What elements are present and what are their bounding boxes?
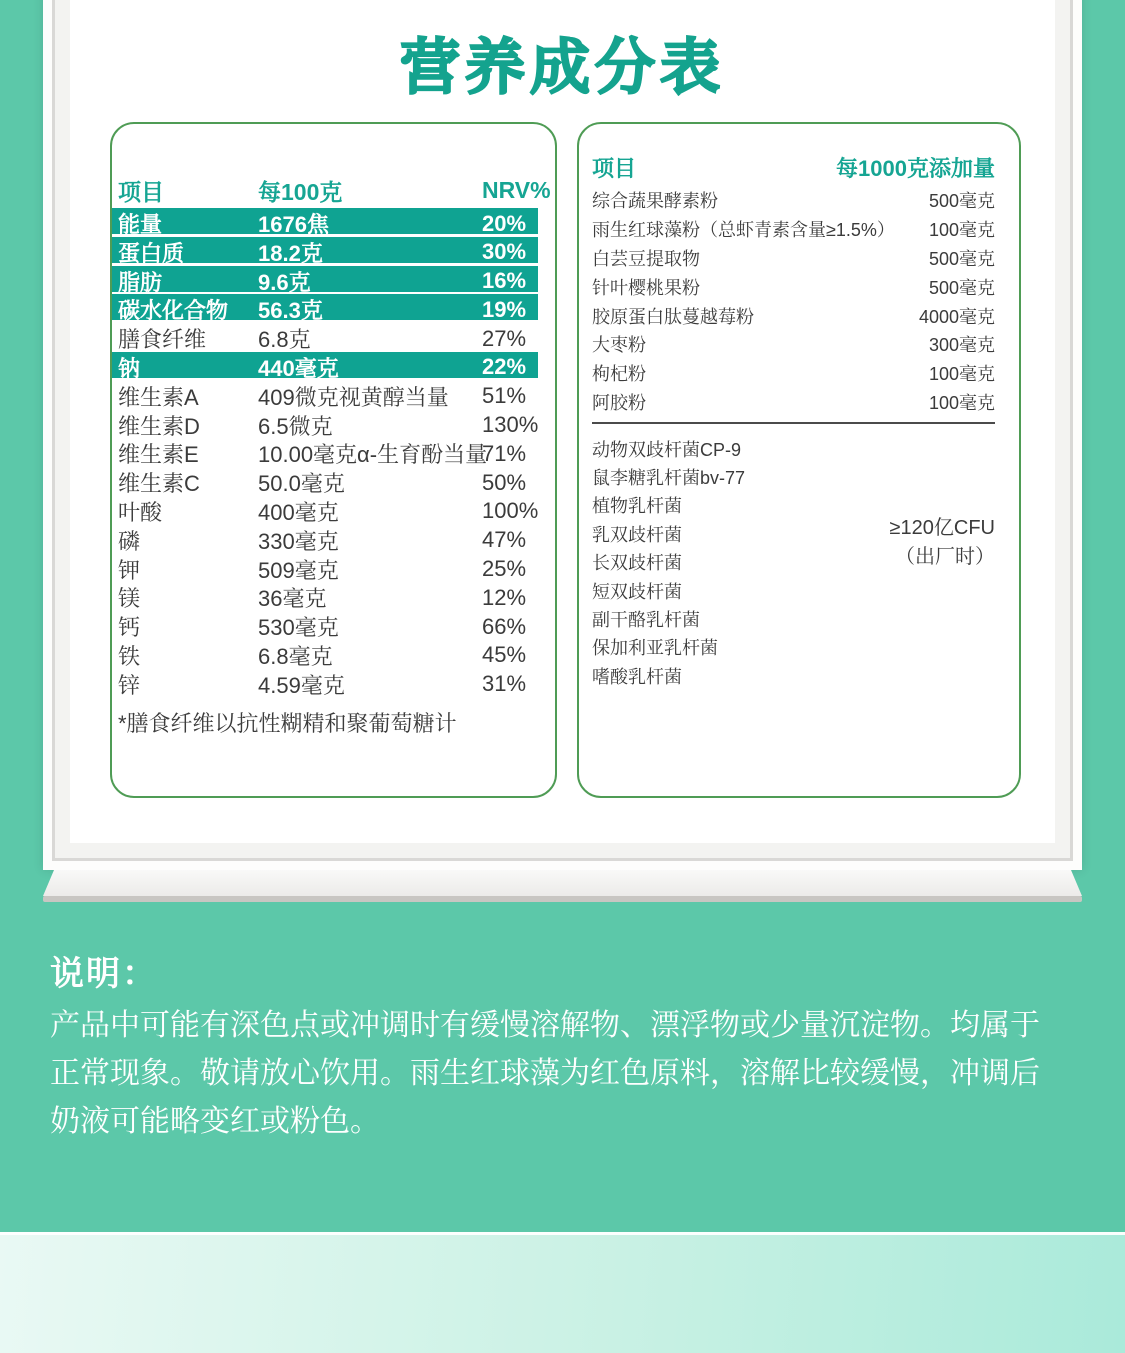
nutrient-name: 锌 xyxy=(118,672,141,698)
nutrient-value: 330毫克 xyxy=(258,528,339,554)
nutrient-value: 6.5微克 xyxy=(258,413,333,439)
nutrient-value: 409微克视黄醇当量 xyxy=(258,384,449,410)
nutrient-name: 钠 xyxy=(118,355,141,381)
additives-box xyxy=(577,122,1021,798)
nutrient-value: 509毫克 xyxy=(258,557,339,583)
nutrient-name: 蛋白质 xyxy=(118,240,185,266)
nutrient-row-calcium xyxy=(112,611,555,641)
nutrient-row-energy xyxy=(112,208,538,237)
nutrient-nrv: 27% xyxy=(482,325,527,351)
header-per-100g: 每100克 xyxy=(258,179,343,205)
nutrient-value: 6.8克 xyxy=(258,327,311,353)
additive-row xyxy=(592,359,995,388)
nutrient-nrv: 130% xyxy=(482,412,539,438)
nutrient-name: 铁 xyxy=(118,643,141,669)
additive-amount: 100毫克 xyxy=(928,392,995,413)
additive-name: 雨生红球藻粉（总虾青素含量≥1.5%） xyxy=(592,220,895,241)
nutrient-value: 530毫克 xyxy=(258,615,339,641)
nutrient-name: 镁 xyxy=(118,586,141,612)
footer-gradient xyxy=(0,1232,1125,1353)
notes-paragraph: 产品中可能有深色点或冲调时有缓慢溶解物、漂浮物或少量沉淀物。均属于正常现象。敬请放心饮用。雨生红球藻为红色原料，溶解比较缓慢，冲调后奶液可能略变红或粉色。 xyxy=(50,1009,1040,1138)
nutrient-value: 50.0毫克 xyxy=(258,471,345,497)
nutrient-name: 钙 xyxy=(118,615,141,641)
nutrient-nrv: 25% xyxy=(482,556,527,582)
nutrient-nrv: 31% xyxy=(482,671,527,697)
probiotic-row: 植物乳杆菌 xyxy=(592,496,682,517)
nutrient-name: 维生素E xyxy=(118,442,199,468)
nutrient-nrv: 100% xyxy=(482,498,539,524)
additive-name: 胶原蛋白肽蔓越莓粉 xyxy=(592,306,754,327)
nutrient-nrv: 30% xyxy=(482,239,527,265)
table-footnote: *膳食纤维以抗性糊精和聚葡萄糖计 xyxy=(118,710,457,736)
additive-row xyxy=(592,186,995,215)
nutrient-nrv: 12% xyxy=(482,584,527,610)
additive-name: 枸杞粉 xyxy=(592,364,646,385)
additive-row xyxy=(592,215,995,244)
additive-row xyxy=(592,330,995,359)
additive-amount: 300毫克 xyxy=(928,335,995,356)
nutrient-value: 6.8毫克 xyxy=(258,643,333,669)
nutrient-name: 磷 xyxy=(118,528,141,554)
header-item: 项目 xyxy=(592,155,637,181)
additive-row xyxy=(592,272,995,301)
nutrient-name: 维生素D xyxy=(118,413,200,439)
probiotic-row: 长双歧杆菌 xyxy=(592,553,682,574)
nutrient-row-carbohydrate xyxy=(112,294,538,324)
page-title: 营养成分表 xyxy=(400,34,725,101)
nutrient-row-potassium xyxy=(112,554,555,583)
probiotic-row: 副干酪乳杆菌 xyxy=(592,609,700,630)
probiotic-row: 乳双歧杆菌 xyxy=(592,524,682,545)
nutrient-nrv: 20% xyxy=(482,210,527,236)
additive-amount: 500毫克 xyxy=(928,277,995,298)
nutrient-name: 维生素C xyxy=(118,471,200,497)
additive-amount: 100毫克 xyxy=(928,220,995,241)
additive-amount: 500毫克 xyxy=(928,191,995,212)
probiotic-row: 鼠李糖乳杆菌bv-77 xyxy=(592,467,746,488)
probiotic-row: 动物双歧杆菌CP-9 xyxy=(592,439,742,460)
additive-row xyxy=(592,301,995,330)
probiotic-row: 短双歧杆菌 xyxy=(592,581,682,602)
nutrition-facts-box xyxy=(110,122,557,798)
nutrient-nrv: 66% xyxy=(482,613,527,639)
nutrient-value: 4.59毫克 xyxy=(258,672,345,698)
nutrient-value: 440毫克 xyxy=(258,355,339,381)
nutrient-row-vitamin-e xyxy=(112,438,555,468)
nutrient-value: 18.2克 xyxy=(258,240,323,266)
notes-heading: 说明： xyxy=(50,955,158,993)
nutrient-row-iron xyxy=(112,640,555,669)
additive-row xyxy=(592,244,995,273)
card-frame-edge xyxy=(43,896,1082,902)
nutrient-name: 膳食纤维 xyxy=(118,327,207,353)
nutrient-name: 钾 xyxy=(118,557,141,583)
additive-name: 综合蔬果酵素粉 xyxy=(592,191,718,212)
nutrient-value: 1676焦 xyxy=(258,212,329,237)
cfu-condition: （出厂时） xyxy=(895,545,995,568)
nutrient-row-vitamin-c xyxy=(112,467,555,497)
nutrient-value: 36毫克 xyxy=(258,586,327,612)
divider-line xyxy=(592,422,995,424)
nutrient-value: 10.00毫克α-生育酚当量 xyxy=(258,442,488,468)
nutrient-row-zinc xyxy=(112,669,555,698)
nutrient-nrv: 22% xyxy=(482,354,527,380)
nutrient-row-magnesium xyxy=(112,582,555,612)
nutrient-value: 56.3克 xyxy=(258,298,323,324)
header-per-1000g: 每1000克添加量 xyxy=(836,155,995,181)
additive-row xyxy=(592,388,995,417)
cfu-note xyxy=(890,514,995,571)
nutrient-nrv: 50% xyxy=(482,469,527,495)
additive-amount: 100毫克 xyxy=(928,364,995,385)
nutrient-name: 叶酸 xyxy=(118,499,163,525)
card-frame-bevel xyxy=(43,870,1082,896)
additive-amount: 4000毫克 xyxy=(918,306,995,327)
header-nrv: NRV% xyxy=(482,177,551,203)
nutrient-name: 能量 xyxy=(118,212,163,237)
cfu-amount: ≥120亿CFU xyxy=(889,517,995,539)
additive-name: 白芸豆提取物 xyxy=(592,248,700,269)
nutrient-value: 400毫克 xyxy=(258,499,339,525)
nutrient-nrv: 16% xyxy=(482,268,527,294)
additive-amount: 500毫克 xyxy=(928,248,995,269)
nutrient-nrv: 71% xyxy=(482,440,527,466)
nutrient-nrv: 19% xyxy=(482,296,527,322)
nutrient-nrv: 45% xyxy=(482,642,527,668)
nutrition-table-header xyxy=(112,174,555,205)
nutrient-row-vitamin-d xyxy=(112,410,555,439)
nutrient-row-vitamin-a xyxy=(112,381,555,410)
nutrient-name: 碳水化合物 xyxy=(118,298,229,324)
probiotic-row: 嗜酸乳杆菌 xyxy=(592,666,682,687)
additives-table-header xyxy=(592,154,995,180)
nutrient-row-folate xyxy=(112,496,555,525)
nutrient-nrv: 51% xyxy=(482,383,527,409)
nutrient-row-phosphorus xyxy=(112,525,555,554)
additive-name: 阿胶粉 xyxy=(592,392,646,413)
probiotic-row: 保加利亚乳杆菌 xyxy=(592,638,718,659)
nutrient-value: 9.6克 xyxy=(258,269,311,295)
nutrient-row-sodium xyxy=(112,352,538,381)
nutrient-name: 维生素A xyxy=(118,384,199,410)
additive-name: 针叶樱桃果粉 xyxy=(592,277,700,298)
nutrient-row-fiber xyxy=(112,323,555,353)
nutrient-row-protein xyxy=(112,237,538,266)
nutrient-nrv: 47% xyxy=(482,527,527,553)
header-item: 项目 xyxy=(118,179,164,205)
nutrient-row-fat xyxy=(112,266,538,295)
nutrient-name: 脂肪 xyxy=(118,269,163,295)
additive-name: 大枣粉 xyxy=(592,335,646,356)
